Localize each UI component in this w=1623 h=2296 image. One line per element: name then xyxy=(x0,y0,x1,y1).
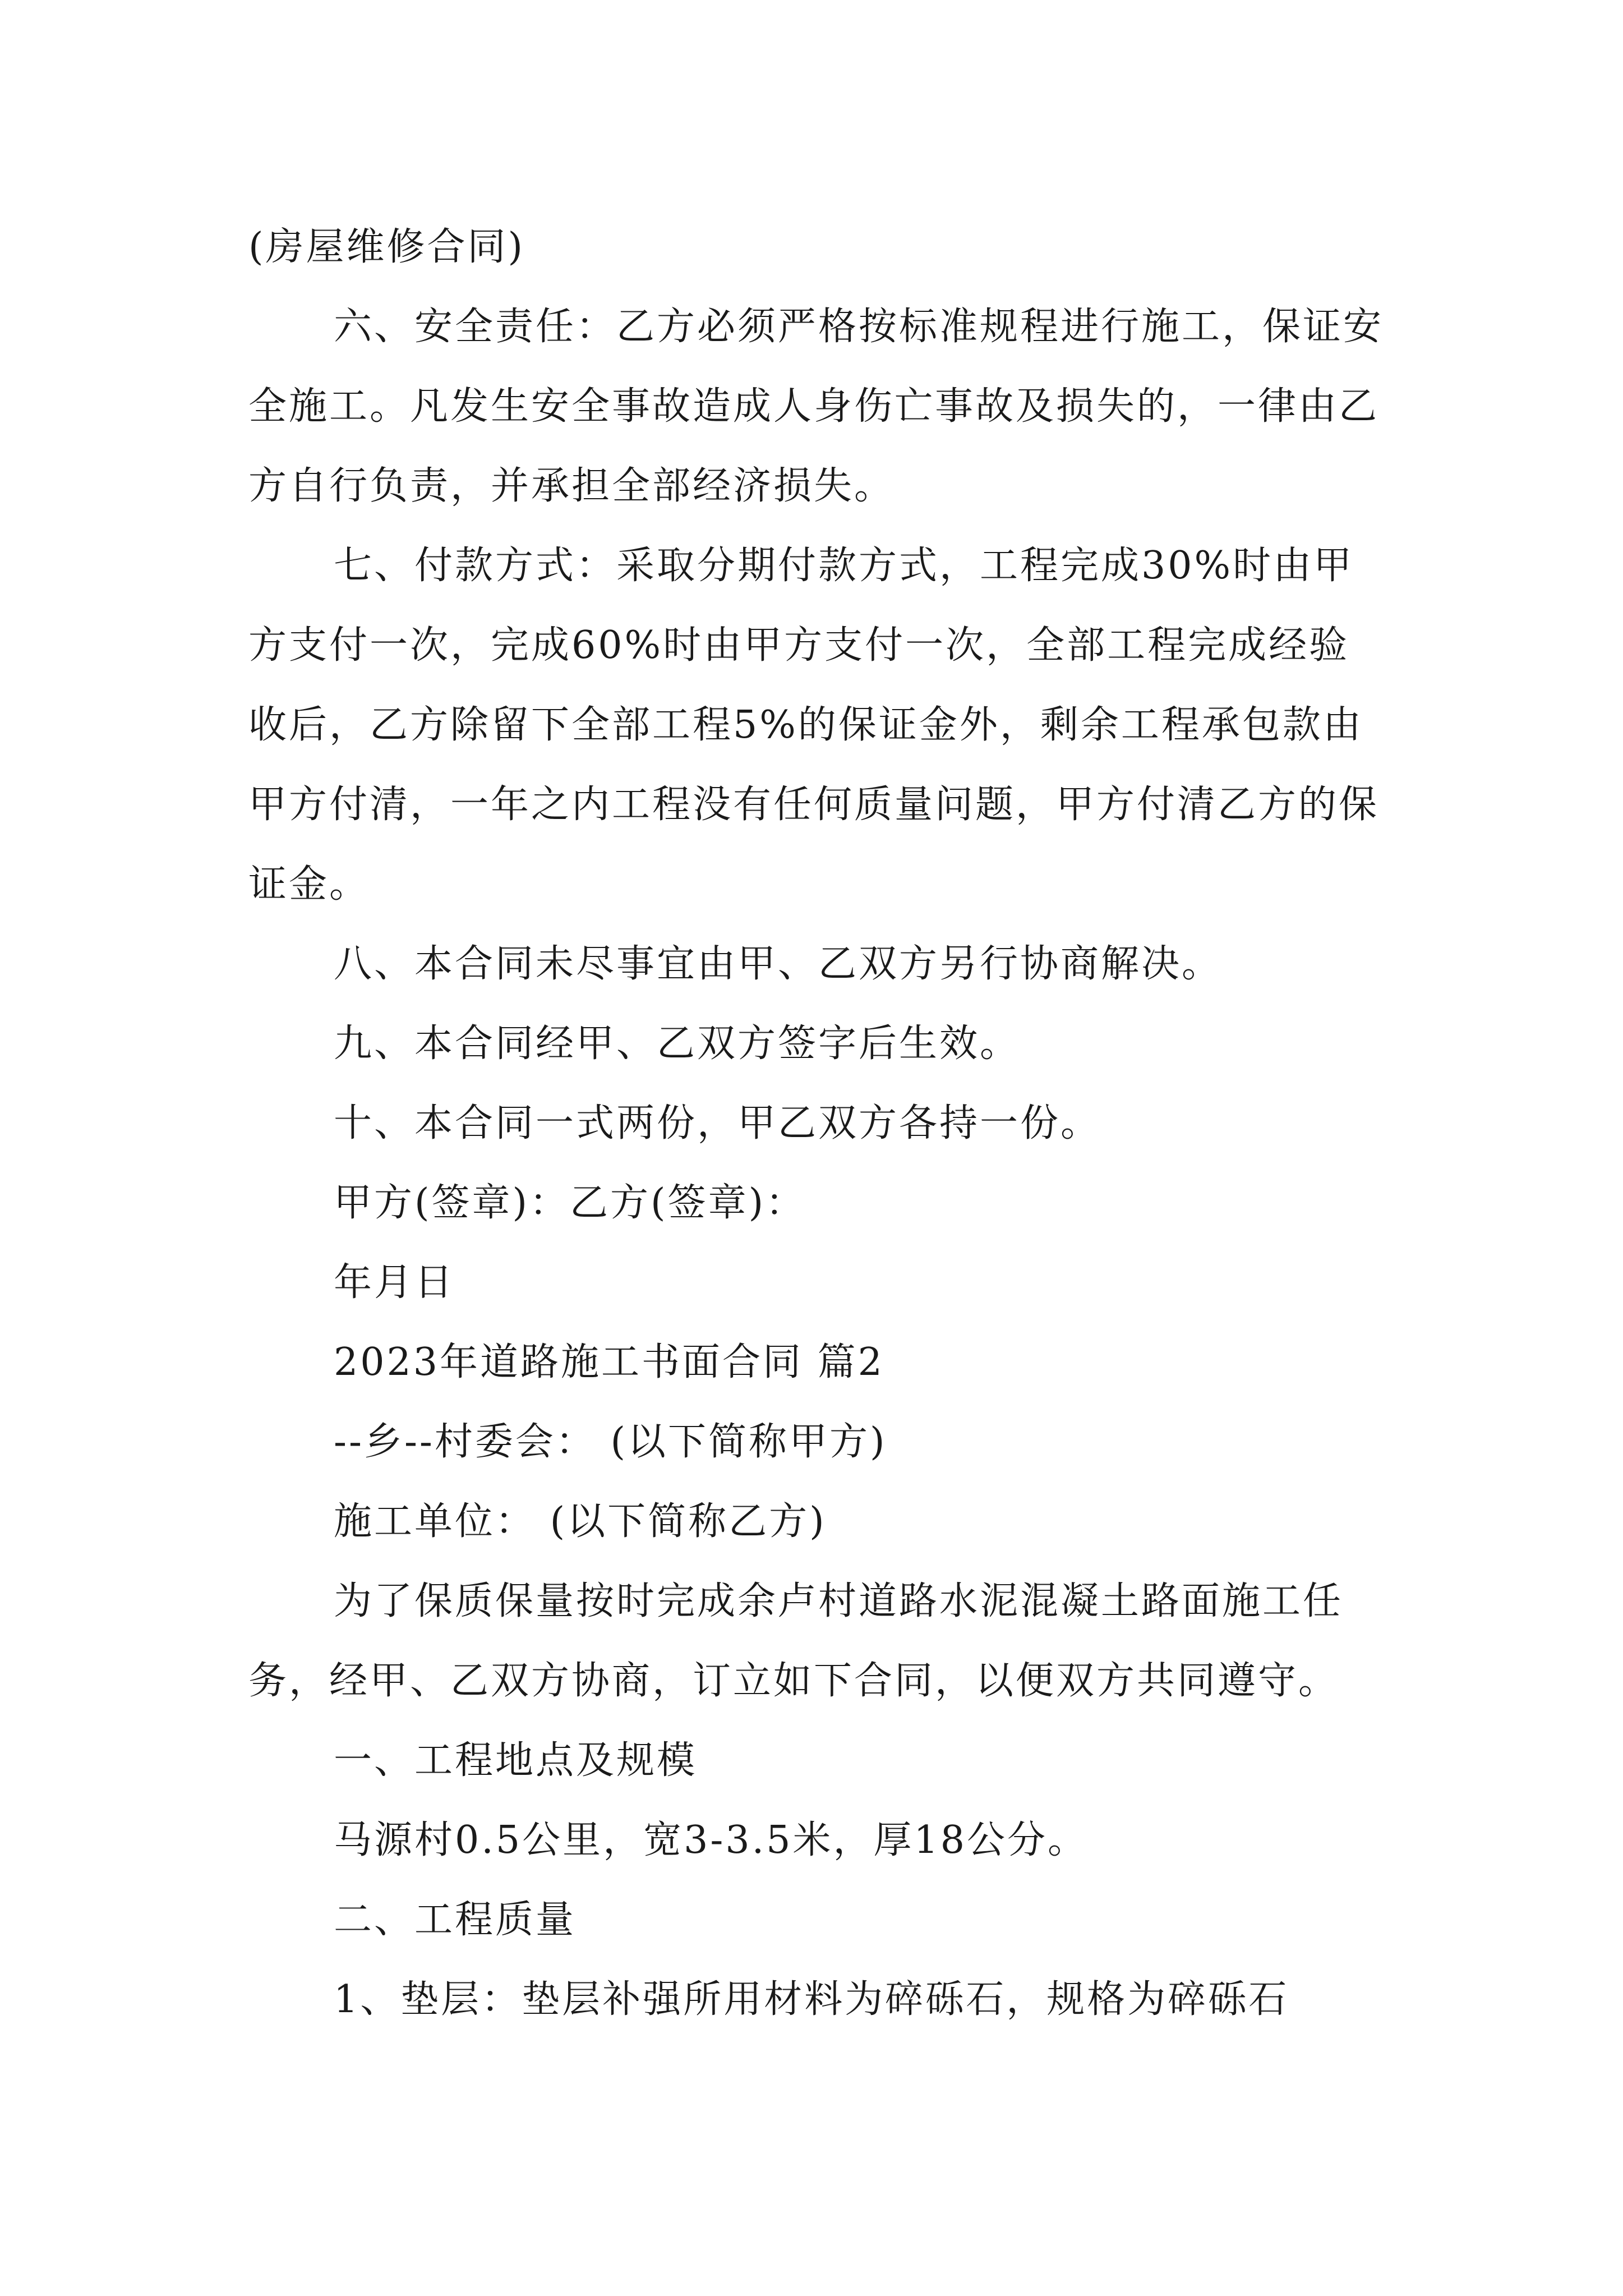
document-title-fragment: (房屋维修合同) xyxy=(248,225,525,269)
date-line: 年月日 xyxy=(334,1260,455,1305)
signature-line: 甲方(签章)：乙方(签章)： xyxy=(334,1181,806,1225)
heading-project-location: 一、工程地点及规模 xyxy=(334,1738,698,1783)
clause-safety-responsibility: 六、安全责任：乙方必须严格按标准规程进行施工，保证安全施工。凡发生安全事故造成人身伤亡事故及损失的，一律由乙方自行负责，并承担全部经济损失。 xyxy=(248,305,1384,508)
party-b-line: 施工单位： (以下简称乙方) xyxy=(334,1499,827,1544)
clause-copies: 十、本合同一式两份，甲乙双方各持一份。 xyxy=(334,1101,1101,1145)
clause-effectiveness: 九、本合同经甲、乙双方签字后生效。 xyxy=(334,1022,1021,1066)
contract-preamble: 为了保质保量按时完成余卢村道路水泥混凝土路面施工任务，经甲、乙双方协商，订立如下合同，以便双方共同遵守。 xyxy=(248,1579,1344,1703)
project-scale: 马源村0.5公里，宽3-3.5米，厚18公分。 xyxy=(334,1818,1089,1862)
clause-unresolved-matters: 八、本合同未尽事宜由甲、乙双方另行协商解决。 xyxy=(334,942,1223,986)
clause-payment-method: 七、付款方式：采取分期付款方式，工程完成30%时由甲方支付一次，完成60%时由甲方支付一次，全部工程完成经验收后，乙方除留下全部工程5%的保证金外，剩余工程承包款由甲方付清，一年之内工程没有任何质量问题，甲方付清乙方的保证金。 xyxy=(248,544,1380,907)
party-a-line: --乡--村委会： (以下简称甲方) xyxy=(334,1420,887,1464)
cushion-layer-spec: 1、垫层：垫层补强所用材料为碎砾石，规格为碎砾石 xyxy=(334,1977,1289,2022)
document-body xyxy=(248,208,1388,2040)
heading-project-quality: 二、工程质量 xyxy=(334,1898,577,1942)
section-title: 2023年道路施工书面合同 篇2 xyxy=(334,1340,884,1384)
